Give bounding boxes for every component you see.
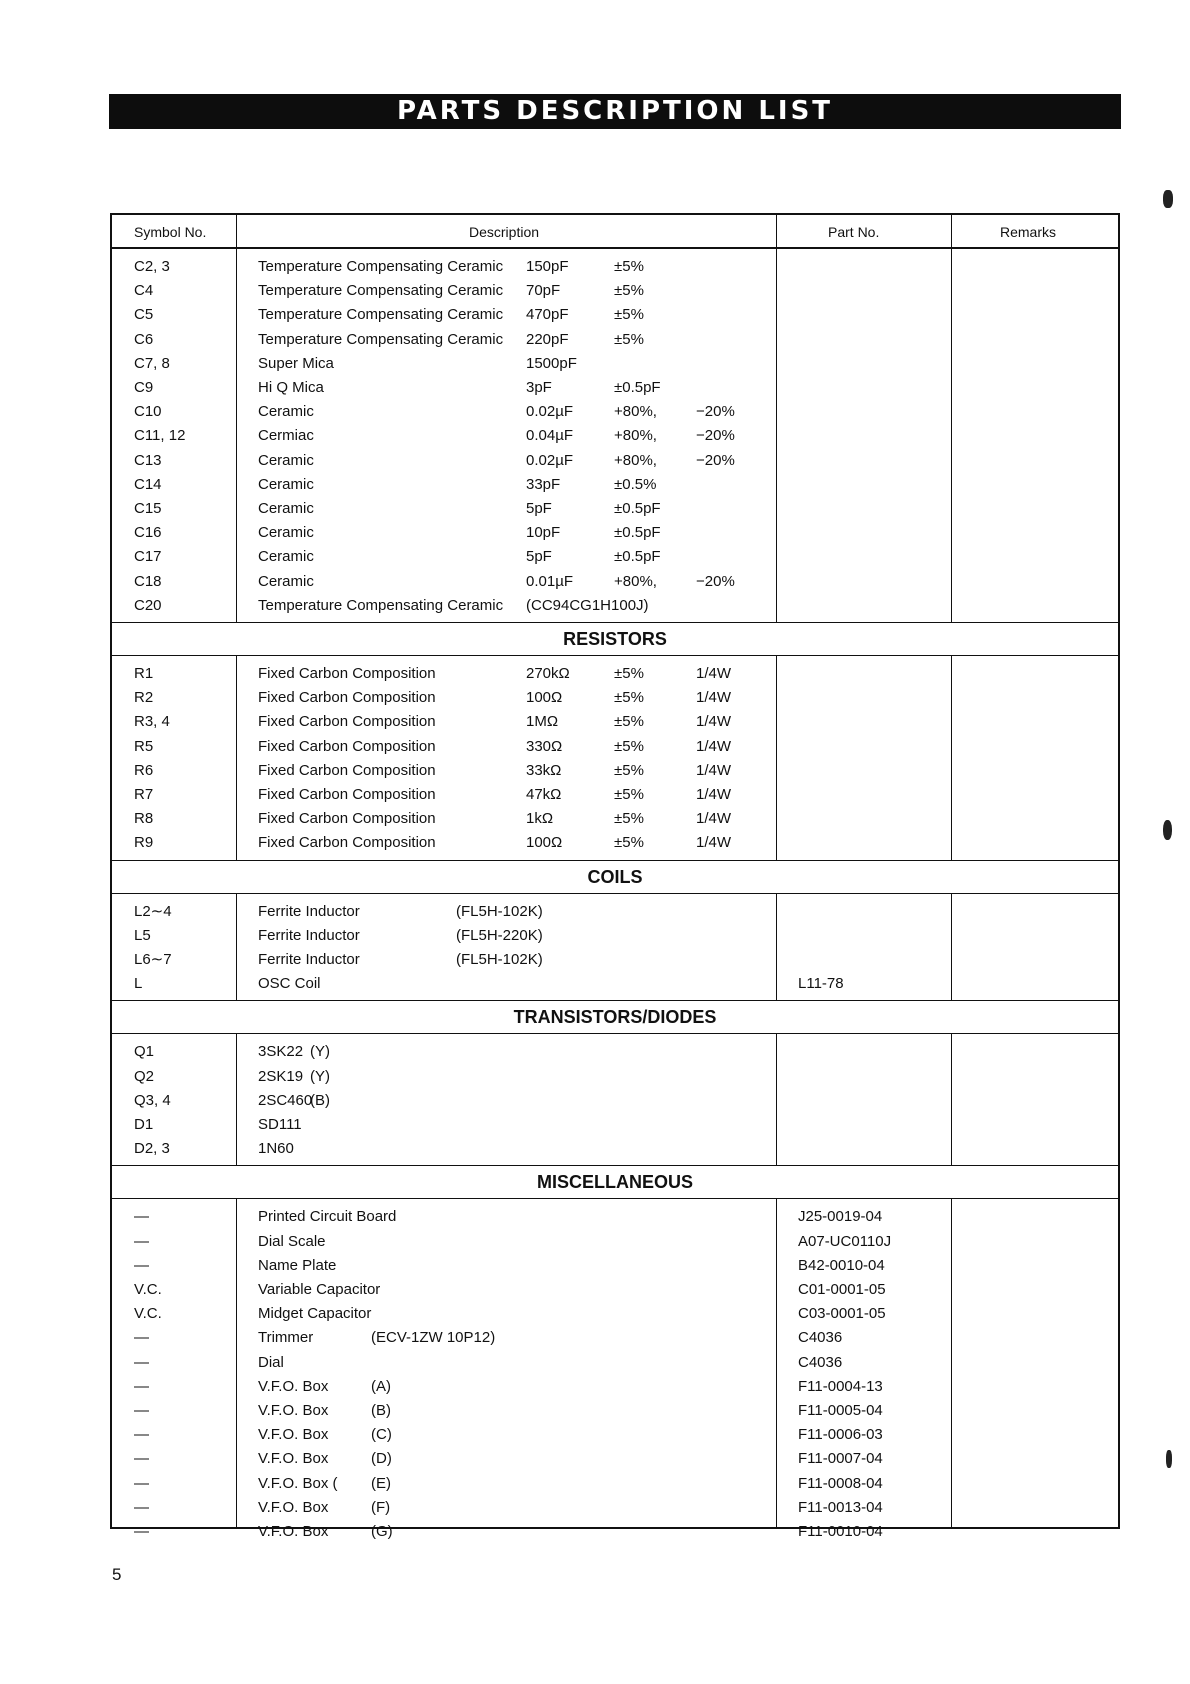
part-no-cell: B42-0010-04 (798, 1256, 885, 1274)
part-no-cell: F11-0013-04 (798, 1498, 883, 1516)
desc-cell: Temperature Compensating Ceramic (258, 330, 504, 348)
extra-cell: 1/4W (696, 689, 732, 707)
desc-cell: 3SK22 (258, 1043, 304, 1061)
binding-hole-mark (1163, 820, 1172, 840)
desc-cell: Ceramic (258, 524, 314, 542)
symbol-cell: — (134, 1523, 149, 1540)
desc-cell: Midget Capacitor (258, 1305, 372, 1323)
desc-cell: Super Mica (258, 354, 334, 372)
tol-cell: ±5% (614, 713, 644, 731)
symbol-cell: — (134, 1208, 149, 1226)
symbol-cell: C9 (134, 379, 154, 396)
desc-cell: Temperature Compensating Ceramic (258, 596, 504, 614)
extra-cell: −20% (696, 403, 735, 421)
desc-cell: Ferrite Inductor (258, 926, 360, 944)
symbol-cell: C20 (134, 596, 162, 614)
part-no-cell: A07-UC0110J (798, 1232, 892, 1250)
symbol-cell: C17 (134, 548, 162, 566)
symbol-cell: — (134, 1498, 149, 1516)
symbol-cell: — (134, 1474, 149, 1492)
tol-cell: ±0.5pF (614, 379, 661, 396)
desc-cell: 2SC460 (258, 1091, 313, 1109)
extra-cell: 1/4W (696, 761, 732, 779)
section-title-transistors-diodes: TRANSISTORS/DIODES (112, 1001, 1118, 1033)
val-cell: (B) (310, 1091, 330, 1109)
symbol-cell: R1 (134, 665, 154, 682)
symbol-cell: — (134, 1256, 149, 1274)
header-part-no: Part No. (828, 224, 880, 240)
desc-cell: V.F.O. Box (258, 1523, 329, 1540)
part-no-cell: C4036 (798, 1353, 843, 1371)
symbol-cell: C14 (134, 475, 162, 493)
val-cell: (FL5H-102K) (456, 951, 543, 968)
desc-cell: Ceramic (258, 475, 314, 493)
desc-cell: Fixed Carbon Composition (258, 713, 436, 731)
desc-cell: Ferrite Inductor (258, 902, 360, 920)
symbol-cell: R5 (134, 737, 154, 755)
val-cell: 5pF (526, 500, 552, 517)
val-cell: (A) (371, 1377, 391, 1395)
part-no-cell: F11-0004-13 (798, 1377, 883, 1395)
tol-cell: ±5% (614, 834, 644, 852)
desc-cell: V.F.O. Box (258, 1426, 329, 1444)
val-cell: 100Ω (526, 834, 563, 852)
desc-cell: Ceramic (258, 548, 314, 566)
symbol-cell: R3, 4 (134, 713, 170, 731)
symbol-cell: L6∼7 (134, 951, 172, 968)
desc-cell: Fixed Carbon Composition (258, 834, 436, 852)
symbol-cell: — (134, 1329, 149, 1347)
val-cell: 1500pF (526, 354, 577, 372)
tol-cell: ±5% (614, 786, 644, 803)
symbol-cell: Q3, 4 (134, 1091, 171, 1109)
symbol-cell: C16 (134, 524, 162, 542)
symbol-cell: C2, 3 (134, 258, 170, 275)
desc-cell: 2SK19 (258, 1067, 304, 1085)
part-no-cell: F11-0007-04 (798, 1450, 883, 1468)
desc-cell: OSC Coil (258, 975, 321, 993)
desc-cell: Fixed Carbon Composition (258, 786, 436, 803)
desc-cell: V.F.O. Box (258, 1402, 329, 1419)
symbol-cell: L5 (134, 926, 151, 944)
val-cell: 150pF (526, 258, 569, 275)
desc-cell: SD111 (258, 1116, 302, 1133)
symbol-cell: V.C. (134, 1281, 162, 1298)
symbol-cell: L2∼4 (134, 902, 172, 920)
val-cell: (CC94CG1H100J) (526, 596, 649, 614)
extra-cell: 1/4W (696, 810, 732, 828)
desc-cell: Ceramic (258, 403, 314, 421)
desc-cell: V.F.O. Box (258, 1377, 329, 1395)
symbol-cell: R8 (134, 810, 154, 828)
desc-cell: Cermiac (258, 427, 314, 445)
section-title-coils: COILS (112, 861, 1118, 893)
tol-cell: ±0.5pF (614, 548, 661, 566)
val-cell: 5pF (526, 548, 552, 566)
desc-cell: Hi Q Mica (258, 379, 324, 396)
tol-cell: ±5% (614, 330, 644, 348)
desc-cell: Temperature Compensating Ceramic (258, 306, 504, 324)
val-cell: (G) (371, 1523, 393, 1540)
section-title-resistors: RESISTORS (112, 623, 1118, 655)
tol-cell: +80%, (614, 572, 657, 590)
val-cell: (ECV-1ZW 10P12) (371, 1329, 496, 1347)
desc-cell: Trimmer (258, 1329, 314, 1347)
desc-cell: Ceramic (258, 500, 314, 517)
symbol-cell: C5 (134, 306, 154, 324)
val-cell: 1kΩ (526, 810, 554, 828)
val-cell: (D) (371, 1450, 392, 1468)
symbol-cell: C15 (134, 500, 162, 517)
val-cell: 0.04µF (526, 427, 573, 445)
tol-cell: ±5% (614, 282, 644, 300)
extra-cell: −20% (696, 451, 735, 469)
desc-cell: Fixed Carbon Composition (258, 689, 436, 707)
extra-cell: −20% (696, 572, 735, 590)
extra-cell: 1/4W (696, 737, 732, 755)
val-cell: 0.02µF (526, 451, 573, 469)
val-cell: 1MΩ (526, 713, 559, 731)
symbol-cell: L (134, 975, 143, 993)
symbol-cell: — (134, 1353, 149, 1371)
header-description: Description (469, 224, 540, 240)
desc-cell: Ceramic (258, 572, 314, 590)
val-cell: 70pF (526, 282, 561, 300)
val-cell: (Y) (310, 1067, 330, 1085)
symbol-cell: — (134, 1402, 149, 1419)
val-cell: 330Ω (526, 737, 563, 755)
desc-cell: Fixed Carbon Composition (258, 810, 436, 828)
tol-cell: ±5% (614, 761, 644, 779)
extra-cell: 1/4W (696, 786, 732, 803)
symbol-cell: C11, 12 (134, 427, 186, 445)
symbol-cell: D2, 3 (134, 1140, 170, 1158)
val-cell: 0.01µF (526, 572, 573, 590)
tol-cell: +80%, (614, 403, 657, 421)
tol-cell: ±0.5pF (614, 524, 661, 542)
val-cell: 10pF (526, 524, 561, 542)
part-no-cell: F11-0005-04 (798, 1402, 883, 1419)
symbol-cell: Q1 (134, 1043, 155, 1061)
desc-cell: Dial Scale (258, 1232, 326, 1250)
symbol-cell: R6 (134, 761, 154, 779)
extra-cell: 1/4W (696, 834, 732, 852)
header-symbol: Symbol No. (134, 224, 207, 240)
val-cell: 47kΩ (526, 786, 562, 803)
part-no-cell: C4036 (798, 1329, 843, 1347)
symbol-cell: — (134, 1377, 149, 1395)
tol-cell: ±5% (614, 737, 644, 755)
symbol-cell: C13 (134, 451, 162, 469)
desc-cell: V.F.O. Box (258, 1498, 329, 1516)
desc-cell: Name Plate (258, 1256, 337, 1274)
section-title-miscellaneous: MISCELLANEOUS (112, 1166, 1118, 1198)
tol-cell: ±0.5% (614, 475, 657, 493)
header-divider (112, 247, 1118, 249)
desc-cell: Variable Capacitor (258, 1281, 381, 1298)
tol-cell: +80%, (614, 451, 657, 469)
desc-cell: Fixed Carbon Composition (258, 761, 436, 779)
val-cell: (C) (371, 1426, 392, 1444)
symbol-cell: — (134, 1426, 149, 1444)
desc-cell: Ferrite Inductor (258, 951, 360, 968)
tol-cell: ±5% (614, 258, 644, 275)
symbol-cell: R7 (134, 786, 154, 803)
tol-cell: ±5% (614, 689, 644, 707)
desc-cell: V.F.O. Box (258, 1450, 329, 1468)
desc-cell: Ceramic (258, 451, 314, 469)
binding-hole-mark (1163, 190, 1173, 208)
header-remarks: Remarks (1000, 224, 1057, 240)
symbol-cell: R2 (134, 689, 154, 707)
tol-cell: ±5% (614, 665, 644, 682)
desc-cell: Temperature Compensating Ceramic (258, 282, 504, 300)
tol-cell: ±5% (614, 306, 644, 324)
desc-cell: V.F.O. Box ( (258, 1474, 338, 1492)
val-cell: 270kΩ (526, 665, 570, 682)
val-cell: 100Ω (526, 689, 563, 707)
symbol-cell: — (134, 1232, 149, 1250)
symbol-cell: V.C. (134, 1305, 162, 1323)
val-cell: (F) (371, 1498, 391, 1516)
val-cell: 220pF (526, 330, 569, 348)
symbol-cell: C6 (134, 330, 154, 348)
tol-cell: ±0.5pF (614, 500, 661, 517)
symbol-cell: C4 (134, 282, 154, 300)
extra-cell: 1/4W (696, 665, 732, 682)
desc-cell: Fixed Carbon Composition (258, 737, 436, 755)
symbol-cell: C18 (134, 572, 162, 590)
val-cell: 0.02µF (526, 403, 573, 421)
desc-cell: Dial (258, 1353, 284, 1371)
desc-cell: Printed Circuit Board (258, 1208, 397, 1226)
desc-cell: Temperature Compensating Ceramic (258, 258, 504, 275)
binding-hole-mark (1166, 1450, 1172, 1468)
symbol-cell: C10 (134, 403, 162, 421)
val-cell: 3pF (526, 379, 552, 396)
page-number: 5 (112, 1565, 122, 1584)
part-no-cell: F11-0006-03 (798, 1426, 883, 1444)
part-no-cell: F11-0010-04 (798, 1523, 883, 1540)
val-cell: (B) (371, 1402, 391, 1419)
symbol-cell: — (134, 1450, 149, 1468)
val-cell: (FL5H-220K) (456, 926, 543, 944)
extra-cell: 1/4W (696, 713, 732, 731)
part-no-cell: C03-0001-05 (798, 1305, 886, 1323)
val-cell: 470pF (526, 306, 569, 324)
tol-cell: +80%, (614, 427, 657, 445)
part-no-cell: C01-0001-05 (798, 1281, 886, 1298)
val-cell: 33kΩ (526, 761, 562, 779)
val-cell: (E) (371, 1474, 391, 1492)
symbol-cell: Q2 (134, 1067, 155, 1085)
val-cell: 33pF (526, 475, 561, 493)
part-no-cell: L11-78 (798, 975, 844, 993)
part-no-cell: J25-0019-04 (798, 1208, 883, 1226)
page-title: PARTS DESCRIPTION LIST (109, 94, 1121, 129)
parts-table (110, 213, 1120, 1540)
desc-cell: 1N60 (258, 1140, 294, 1158)
tol-cell: ±5% (614, 810, 644, 828)
symbol-cell: R9 (134, 834, 154, 852)
extra-cell: −20% (696, 427, 735, 445)
symbol-cell: C7, 8 (134, 354, 170, 372)
symbol-cell: D1 (134, 1116, 154, 1133)
val-cell: (Y) (310, 1043, 330, 1061)
desc-cell: Fixed Carbon Composition (258, 665, 436, 682)
part-no-cell: F11-0008-04 (798, 1474, 883, 1492)
val-cell: (FL5H-102K) (456, 902, 543, 920)
